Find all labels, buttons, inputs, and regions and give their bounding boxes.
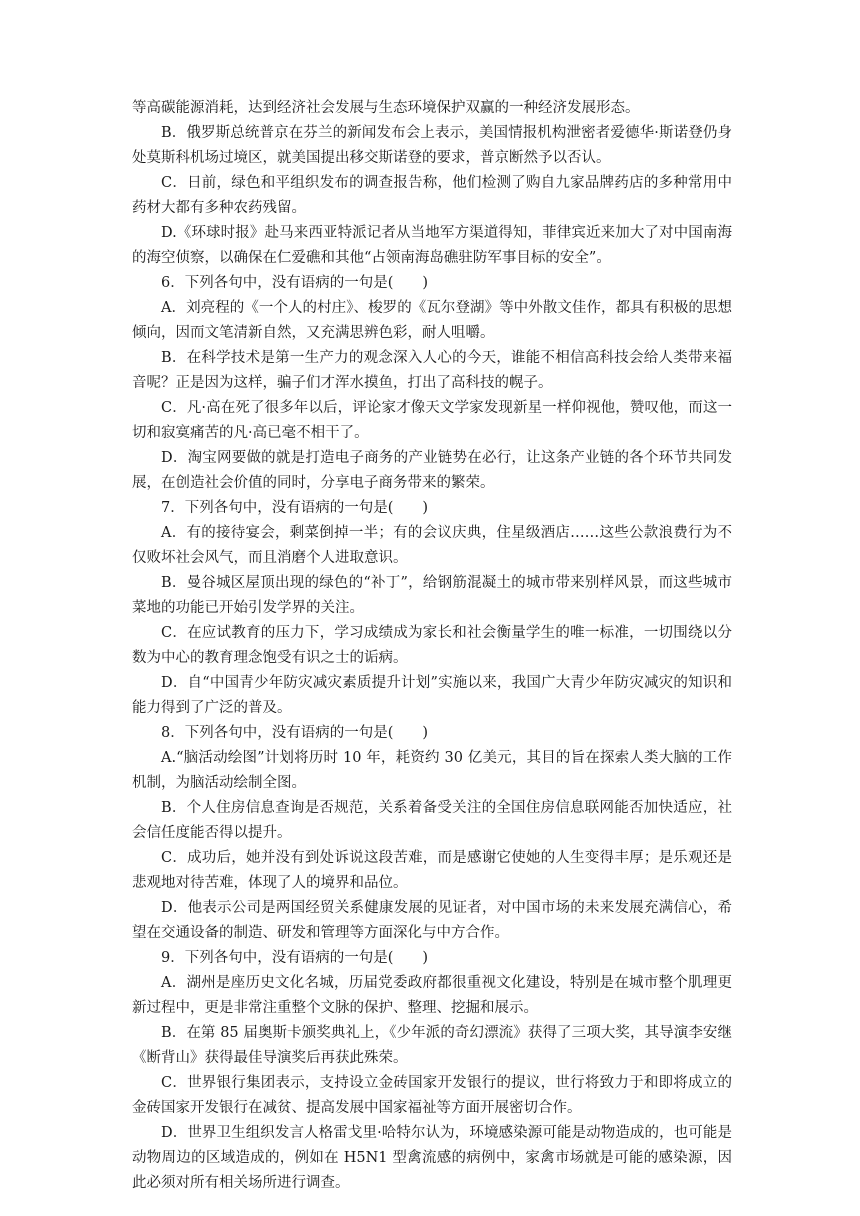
- q8-option-b: B．个人住房信息查询是否规范，关系着备受关注的全国住房信息联网能否加快适应，社会信任度能否得以提升。: [132, 800, 732, 841]
- q9-option-b: B．在第 85 届奥斯卡颁奖典礼上，《少年派的奇幻漂流》获得了三项大奖，其导演李安继《断背山》获得最佳导演奖后再获此殊荣。: [132, 1025, 732, 1066]
- q6-stem: 6．下列各句中，没有语病的一句是( ): [161, 275, 429, 291]
- q5-option-d: D.《环球时报》赴马来西亚特派记者从当地军方渠道得知，菲律宾近来加大了对中国南海的海空侦察，以确保在仁爱礁和其他“占领南海岛礁驻防军事目标的安全”。: [132, 225, 732, 266]
- q6-option-a: A．刘亮程的《一个人的村庄》、梭罗的《瓦尔登湖》等中外散文佳作，都具有积极的思想倾向，因而文笔清新自然，又充满思辨色彩，耐人咀嚼。: [132, 300, 732, 341]
- q7-option-a: A．有的接待宴会，剩菜倒掉一半；有的会议庆典，住星级酒店……这些公款浪费行为不仅败坏社会风气，而且消磨个人进取意识。: [132, 525, 732, 566]
- q6-option-b: B．在科学技术是第一生产力的观念深入人心的今天，谁能不相信高科技会给人类带来福音呢？正是因为这样，骗子们才浑水摸鱼，打出了高科技的幌子。: [132, 350, 732, 391]
- q7-option-c: C．在应试教育的压力下，学习成绩成为家长和社会衡量学生的唯一标准，一切围绕以分数为中心的教育理念饱受有识之士的诟病。: [132, 625, 732, 666]
- q8-option-c: C．成功后，她并没有到处诉说这段苦难，而是感谢它使她的人生变得丰厚；是乐观还是悲观地对待苦难，体现了人的境界和品位。: [132, 850, 732, 891]
- q8-option-a: A.“脑活动绘图”计划将历时 10 年，耗资约 30 亿美元，其目的旨在探索人类大脑的工作机制，为脑活动绘制全图。: [132, 750, 732, 791]
- q9-stem: 9．下列各句中，没有语病的一句是( ): [161, 950, 429, 966]
- q5-option-c: C．日前，绿色和平组织发布的调查报告称，他们检测了购自九家品牌药店的多种常用中药材大都有多种农药残留。: [132, 175, 732, 216]
- q9-option-a: A．湖州是座历史文化名城，历届党委政府都很重视文化建设，特别是在城市整个肌理更新过程中，更是非常注重整个文脉的保护、整理、挖掘和展示。: [132, 975, 732, 1016]
- q6-option-c: C．凡·高在死了很多年以后，评论家才像天文学家发现新星一样仰视他，赞叹他，而这一切和寂寞痛苦的凡·高已毫不相干了。: [132, 400, 732, 441]
- q9-option-d: D．世界卫生组织发言人格雷戈里·哈特尔认为，环境感染源可能是动物造成的，也可能是动物周边的区域造成的，例如在 H5N1 型禽流感的病例中，家禽市场就是可能的感染源，因此必须对所有相关场所进行调查。: [132, 1125, 732, 1191]
- q8-option-d: D．他表示公司是两国经贸关系健康发展的见证者，对中国市场的未来发展充满信心，希望在交通设备的制造、研发和管理等方面深化与中方合作。: [132, 900, 732, 941]
- q7-option-b: B．曼谷城区屋顶出现的绿色的“补丁”，给钢筋混凝土的城市带来别样风景，而这些城市菜地的功能已开始引发学界的关注。: [132, 575, 732, 616]
- q9-option-c: C．世界银行集团表示，支持设立金砖国家开发银行的提议，世行将致力于和即将成立的金砖国家开发银行在减贫、提高发展中国家福祉等方面开展密切合作。: [132, 1075, 732, 1116]
- q7-option-d: D．自“中国青少年防灾减灾素质提升计划”实施以来，我国广大青少年防灾减灾的知识和能力得到了广泛的普及。: [132, 675, 732, 716]
- q8-stem: 8．下列各句中，没有语病的一句是( ): [161, 725, 429, 741]
- q6-option-d: D．淘宝网要做的就是打造电子商务的产业链势在必行，让这条产业链的各个环节共同发展，在创造社会价值的同时，分享电子商务带来的繁荣。: [132, 450, 732, 491]
- document-page: [132, 96, 732, 1196]
- q5-option-b: B．俄罗斯总统普京在芬兰的新闻发布会上表示，美国情报机构泄密者爱德华·斯诺登仍身处莫斯科机场过境区，就美国提出移交斯诺登的要求，普京断然予以否认。: [132, 125, 732, 166]
- q7-stem: 7．下列各句中，没有语病的一句是( ): [161, 500, 429, 516]
- paragraph-continuation: 等高碳能源消耗，达到经济社会发展与生态环境保护双赢的一种经济发展形态。: [132, 100, 640, 116]
